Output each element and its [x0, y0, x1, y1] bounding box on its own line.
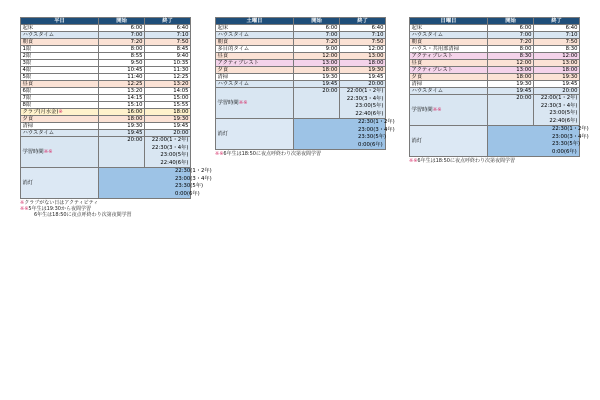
- end-time: 6:40: [340, 25, 386, 32]
- study-end-line: 22:40(6年): [355, 110, 384, 117]
- lights-out-times: [99, 168, 212, 199]
- activity-label: [410, 60, 488, 67]
- lights-out-row: [410, 126, 580, 157]
- end-time: 15:55: [145, 102, 191, 109]
- lights-out-line: 23:00(3・4年): [552, 133, 589, 140]
- start-time: 19:45: [488, 88, 534, 95]
- study-time-row: [216, 88, 386, 119]
- activity-name: アクティブレスト: [217, 60, 259, 66]
- activity-label: [21, 39, 99, 46]
- activity-name: ハウスタイム: [22, 32, 55, 38]
- start-time: 19:30: [488, 81, 534, 88]
- activity-name: 夕食: [411, 74, 423, 80]
- study-end-line: 23:00(5年): [160, 152, 189, 158]
- sunday-header-end: 終了: [534, 18, 580, 25]
- note-mark: ※※: [409, 158, 418, 164]
- study-time-name: 学習時間: [22, 149, 44, 155]
- note-line: [20, 212, 132, 218]
- saturday-schedule-table: [215, 17, 395, 150]
- sunday-schedule-table: [409, 17, 589, 157]
- activity-name: 1限: [22, 46, 32, 52]
- lights-out-times: [488, 126, 589, 157]
- start-time: 7:20: [488, 39, 534, 46]
- start-time: 7:00: [99, 32, 145, 39]
- saturday-notes: [215, 151, 321, 157]
- schedule-row: [410, 25, 580, 32]
- note-mark: ※※: [238, 100, 248, 106]
- schedule-row: [21, 81, 191, 88]
- activity-label: [410, 32, 488, 39]
- lights-out-row: [216, 119, 386, 150]
- activity-label: [410, 53, 488, 60]
- schedule-row: [216, 53, 386, 60]
- schedule-row: [410, 74, 580, 81]
- schedule-row: [410, 32, 580, 39]
- start-time: 8:55: [99, 53, 145, 60]
- end-time: 20:00: [145, 130, 191, 137]
- study-end-line: 22:30(3・4年): [151, 144, 189, 151]
- start-time: 11:40: [99, 74, 145, 81]
- lights-out-line: 0:00(6年): [552, 148, 577, 155]
- lights-out-line: 23:00(3・4年): [358, 126, 395, 133]
- end-time: 6:40: [145, 25, 191, 32]
- activity-name: 夕食: [22, 116, 34, 122]
- start-time: 15:10: [99, 102, 145, 109]
- activity-name: 朝食: [411, 39, 423, 45]
- activity-label: [21, 53, 99, 60]
- study-time-row: [410, 95, 580, 126]
- saturday-header-start: 開始: [294, 18, 340, 25]
- start-time: 18:00: [488, 74, 534, 81]
- start-time: 13:00: [294, 60, 340, 67]
- schedule-row: [410, 88, 580, 95]
- end-time: 20:00: [534, 88, 580, 95]
- study-start-time: 20:00: [488, 95, 534, 126]
- schedule-row: [216, 46, 386, 53]
- activity-label: [216, 32, 294, 39]
- activity-label: [21, 88, 99, 95]
- schedule-row: [216, 81, 386, 88]
- activity-label: [21, 81, 99, 88]
- study-end-line: 22:00(1・2年): [346, 88, 384, 94]
- start-time: 6:00: [294, 25, 340, 32]
- end-time: 15:00: [145, 95, 191, 102]
- activity-name: 昼食: [217, 53, 229, 59]
- lights-out-line: 23:00(3・4年): [175, 175, 212, 182]
- note-text: 5年生は19:30から夜間学習: [28, 206, 91, 212]
- activity-name: 多目的タイム: [217, 46, 250, 52]
- end-time: 19:30: [534, 74, 580, 81]
- lights-out-row: [21, 168, 191, 199]
- schedule-row: [21, 123, 191, 130]
- activity-name: 清掃: [22, 123, 34, 129]
- schedule-row: [21, 102, 191, 109]
- lights-out-line: 23:30(5年): [175, 183, 204, 189]
- activity-label: [216, 53, 294, 60]
- schedule-row: [21, 74, 191, 81]
- start-time: 6:00: [488, 25, 534, 32]
- schedule-row: [21, 32, 191, 39]
- note-mark: ※: [20, 200, 25, 206]
- end-time: 18:00: [340, 60, 386, 67]
- activity-label: [216, 74, 294, 81]
- activity-label: [21, 25, 99, 32]
- lights-out-line: 23:30(5年): [358, 134, 387, 140]
- study-time-label: [21, 137, 99, 168]
- schedule-row: [410, 60, 580, 67]
- end-time: 18:00: [534, 67, 580, 74]
- start-time: 14:15: [99, 95, 145, 102]
- start-time: 8:00: [488, 46, 534, 53]
- activity-label: [21, 32, 99, 39]
- start-time: 19:45: [294, 81, 340, 88]
- study-time-name: 学習時間: [217, 100, 239, 106]
- study-end-line: 22:40(6年): [160, 159, 189, 166]
- weekday-header-end: 終了: [145, 18, 191, 25]
- start-time: 12:00: [294, 53, 340, 60]
- saturday-header-day: 土曜日: [216, 18, 294, 25]
- end-time: 20:00: [340, 81, 386, 88]
- saturday-header-end: 終了: [340, 18, 386, 25]
- sunday-header-start: 開始: [488, 18, 534, 25]
- activity-label: [21, 109, 99, 116]
- activity-name: アクティブレスト: [411, 53, 453, 59]
- schedule-row: [21, 88, 191, 95]
- note-text: 6年生は18:50に夜点呼終わり次第夜間学習: [223, 151, 321, 157]
- schedule-row: [410, 81, 580, 88]
- activity-label: [21, 95, 99, 102]
- schedule-row: [21, 46, 191, 53]
- study-end-line: 23:00(5年): [549, 110, 578, 116]
- end-time: 11:30: [145, 67, 191, 74]
- start-time: 18:00: [294, 67, 340, 74]
- study-time-label: [216, 88, 294, 119]
- start-time: 19:30: [99, 123, 145, 130]
- start-time: 12:25: [99, 81, 145, 88]
- end-time: 13:20: [145, 81, 191, 88]
- start-time: 8:30: [488, 53, 534, 60]
- start-time: 7:20: [294, 39, 340, 46]
- schedule-row: [21, 53, 191, 60]
- activity-label: [216, 39, 294, 46]
- activity-name: 4限: [22, 67, 32, 73]
- lights-out-label: 消灯: [21, 168, 99, 199]
- end-time: 6:40: [534, 25, 580, 32]
- end-time: 19:30: [340, 67, 386, 74]
- note-line: [215, 151, 321, 157]
- schedule-row: [216, 25, 386, 32]
- lights-out-line: 22:30(1・2年): [552, 126, 589, 132]
- activity-name: 7限: [22, 95, 32, 101]
- activity-name: ハウスタイム: [22, 130, 55, 136]
- note-mark: ※: [58, 109, 63, 115]
- study-end-times: [534, 95, 580, 126]
- end-time: 7:10: [340, 32, 386, 39]
- end-time: 8:30: [534, 46, 580, 53]
- activity-label: [410, 25, 488, 32]
- study-time-row: [21, 137, 191, 168]
- start-time: 12:00: [488, 60, 534, 67]
- activity-label: [410, 88, 488, 95]
- schedule-row: [21, 25, 191, 32]
- start-time: 19:30: [294, 74, 340, 81]
- activity-name: 昼食: [22, 81, 34, 87]
- weekday-schedule-table: [20, 17, 212, 199]
- end-time: 14:05: [145, 88, 191, 95]
- lights-out-line: 22:30(1・2年): [175, 168, 212, 174]
- activity-label: [21, 67, 99, 74]
- schedule-row: [216, 67, 386, 74]
- end-time: 10:35: [145, 60, 191, 67]
- schedule-row: [410, 46, 580, 53]
- end-time: 12:00: [534, 53, 580, 60]
- lights-out-line: 22:30(1・2年): [358, 119, 395, 125]
- end-time: 7:10: [145, 32, 191, 39]
- saturday-header-row: [216, 18, 386, 25]
- study-time-label: [410, 95, 488, 126]
- start-time: 13:20: [99, 88, 145, 95]
- activity-name: 夕食: [217, 67, 229, 73]
- activity-label: [216, 46, 294, 53]
- study-end-line: 22:00(1・2年): [151, 137, 189, 143]
- activity-name: ハウスタイム: [217, 32, 250, 38]
- schedule-row: [21, 130, 191, 137]
- activity-name: 5限: [22, 74, 32, 80]
- activity-name: 朝食: [22, 39, 34, 45]
- start-time: 7:00: [488, 32, 534, 39]
- end-time: 19:45: [145, 123, 191, 130]
- end-time: 7:50: [145, 39, 191, 46]
- activity-name: ハウスタイム: [411, 88, 444, 94]
- activity-label: [216, 60, 294, 67]
- lights-out-line: 23:30(5年): [552, 141, 581, 147]
- activity-label: [21, 46, 99, 53]
- schedule-row: [21, 116, 191, 123]
- study-end-line: 22:00(1・2年): [540, 95, 578, 101]
- activity-label: [21, 102, 99, 109]
- end-time: 7:50: [534, 39, 580, 46]
- schedule-row: [216, 60, 386, 67]
- end-time: 8:45: [145, 46, 191, 53]
- study-end-line: 22:30(3・4年): [540, 102, 578, 109]
- activity-name: 起床: [22, 25, 34, 31]
- activity-name: 清掃: [217, 74, 229, 80]
- note-mark: ※※: [43, 149, 53, 155]
- schedule-row: [216, 39, 386, 46]
- activity-name: クラブ(月水金): [22, 109, 59, 115]
- activity-name: 8限: [22, 102, 32, 108]
- activity-label: [21, 60, 99, 67]
- end-time: 7:50: [340, 39, 386, 46]
- activity-label: [410, 39, 488, 46]
- note-text: 6年生は18:50に夜点呼終わり次第夜間学習: [34, 212, 132, 218]
- sunday-header-day: 日曜日: [410, 18, 488, 25]
- activity-name: ハウスタイム: [217, 81, 250, 87]
- lights-out-label: 消灯: [216, 119, 294, 150]
- activity-label: [21, 116, 99, 123]
- end-time: 13:00: [534, 60, 580, 67]
- weekday-notes: [20, 200, 132, 218]
- start-time: 6:00: [99, 25, 145, 32]
- activity-name: アクティブレスト: [411, 67, 453, 73]
- activity-name: 2限: [22, 53, 32, 59]
- start-time: 9:00: [294, 46, 340, 53]
- activity-name: 朝食: [217, 39, 229, 45]
- note-mark: ※※: [215, 151, 224, 157]
- weekday-header-start: 開始: [99, 18, 145, 25]
- sunday-header-row: [410, 18, 580, 25]
- activity-name: ハウスタイム: [411, 32, 444, 38]
- activity-name: 起床: [411, 25, 423, 31]
- schedule-row: [410, 39, 580, 46]
- end-time: 12:25: [145, 74, 191, 81]
- end-time: 19:45: [534, 81, 580, 88]
- activity-name: 6限: [22, 88, 32, 94]
- activity-label: [21, 123, 99, 130]
- sunday-notes: [409, 158, 515, 164]
- schedule-row: [410, 67, 580, 74]
- activity-name: 昼食: [411, 60, 423, 66]
- lights-out-label: 消灯: [410, 126, 488, 157]
- activity-name: 起床: [217, 25, 229, 31]
- start-time: 19:45: [99, 130, 145, 137]
- start-time: 7:20: [99, 39, 145, 46]
- study-end-line: 23:00(5年): [355, 103, 384, 109]
- note-mark: ※※: [432, 107, 442, 113]
- start-time: 16:00: [99, 109, 145, 116]
- end-time: 7:10: [534, 32, 580, 39]
- schedule-row: [21, 67, 191, 74]
- end-time: 13:00: [340, 53, 386, 60]
- end-time: 18:00: [145, 109, 191, 116]
- study-end-line: 22:30(3・4年): [346, 95, 384, 102]
- study-time-name: 学習時間: [411, 107, 433, 113]
- note-mark: ※※: [20, 206, 29, 212]
- weekday-header-day: 平日: [21, 18, 99, 25]
- start-time: 8:00: [99, 46, 145, 53]
- activity-label: [216, 81, 294, 88]
- study-end-times: [340, 88, 386, 119]
- schedule-row: [410, 53, 580, 60]
- start-time: 18:00: [99, 116, 145, 123]
- lights-out-times: [294, 119, 395, 150]
- study-end-times: [145, 137, 191, 168]
- schedule-row: [216, 74, 386, 81]
- note-line: [409, 158, 515, 164]
- activity-label: [410, 81, 488, 88]
- activity-name: 3限: [22, 60, 32, 66]
- study-start-time: 20:00: [99, 137, 145, 168]
- activity-label: [410, 46, 488, 53]
- note-text: クラブがない日はアクティビティ: [24, 200, 99, 206]
- start-time: 7:00: [294, 32, 340, 39]
- activity-label: [21, 130, 99, 137]
- activity-label: [21, 74, 99, 81]
- study-start-time: 20:00: [294, 88, 340, 119]
- end-time: 9:40: [145, 53, 191, 60]
- start-time: 9:50: [99, 60, 145, 67]
- activity-label: [216, 67, 294, 74]
- schedule-row: [21, 39, 191, 46]
- start-time: 10:45: [99, 67, 145, 74]
- lights-out-line: 0:00(6年): [175, 190, 200, 197]
- start-time: 13:00: [488, 67, 534, 74]
- schedule-row: [216, 32, 386, 39]
- end-time: 12:00: [340, 46, 386, 53]
- study-end-line: 22:40(6年): [549, 117, 578, 124]
- lights-out-line: 0:00(6年): [358, 141, 383, 148]
- end-time: 19:45: [340, 74, 386, 81]
- activity-label: [410, 67, 488, 74]
- schedule-row: [21, 60, 191, 67]
- note-text: 6年生は18:50に夜点呼終わり次第夜間学習: [417, 158, 515, 164]
- activity-label: [216, 25, 294, 32]
- activity-name: ハウス・共用部清掃: [411, 46, 460, 52]
- end-time: 19:30: [145, 116, 191, 123]
- schedule-row: [21, 109, 191, 116]
- activity-name: 清掃: [411, 81, 423, 87]
- activity-label: [410, 74, 488, 81]
- schedule-row: [21, 95, 191, 102]
- weekday-header-row: [21, 18, 191, 25]
